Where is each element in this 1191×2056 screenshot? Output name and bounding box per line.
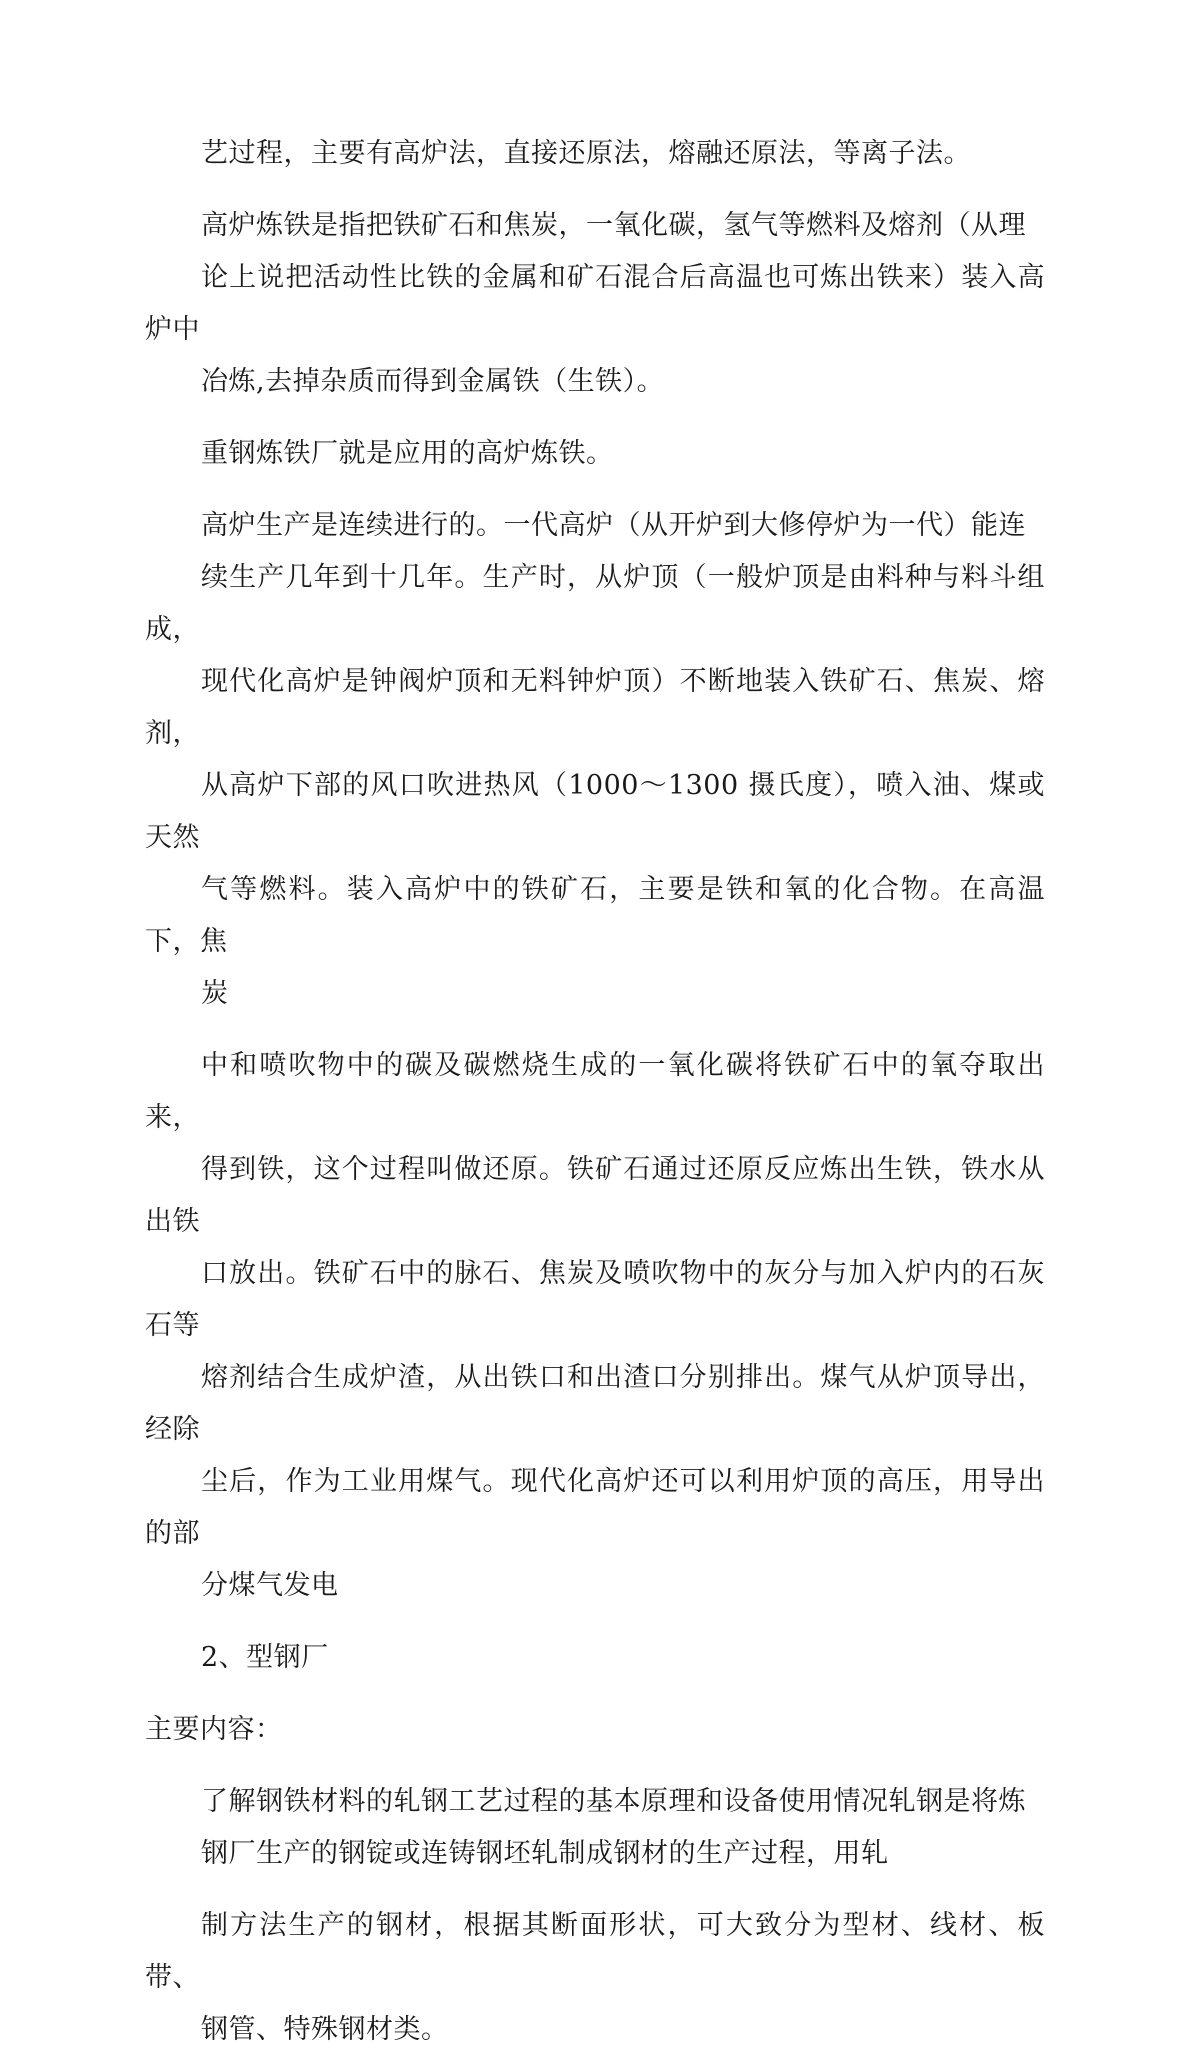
text-line: 熔剂结合生成炉渣，从出铁口和出渣口分别排出。煤气从炉顶导出，经除 xyxy=(145,1362,1045,1445)
document-body xyxy=(145,128,1045,2056)
paragraph-steel-product-types xyxy=(145,1900,1045,2056)
paragraph-chongqing-steel xyxy=(145,428,1045,480)
text-line: 炭 xyxy=(201,978,229,1009)
paragraph-reduction-process xyxy=(145,1040,1045,1612)
text-line: 论上说把活动性比铁的金属和矿石混合后高温也可炼出铁来）装入高炉中 xyxy=(145,262,1045,345)
text-line: 现代化高炉是钟阀炉顶和无料钟炉顶）不断地装入铁矿石、焦炭、熔剂， xyxy=(145,666,1045,749)
label-main-content xyxy=(145,1704,1045,1756)
text-line: 中和喷吹物中的碳及碳燃烧生成的一氧化碳将铁矿石中的氧夺取出来， xyxy=(145,1050,1045,1133)
text-line: 钢管、特殊钢材类。 xyxy=(201,2014,449,2045)
text-line: 主要内容： xyxy=(145,1714,283,1745)
section-heading-section-steel-plant xyxy=(145,1632,1045,1684)
text-line: 续生产几年到十几年。生产时，从炉顶（一般炉顶是由料种与料斗组成， xyxy=(145,562,1045,645)
text-line: 制方法生产的钢材，根据其断面形状，可大致分为型材、线材、板带、 xyxy=(145,1910,1045,1993)
text-line: 2、型钢厂 xyxy=(201,1642,329,1673)
text-line: 高炉生产是连续进行的。一代高炉（从开炉到大修停炉为一代）能连 xyxy=(201,510,1026,541)
text-line: 从高炉下部的风口吹进热风（1000～1300 摄氏度），喷入油、煤或天然 xyxy=(145,770,1045,853)
paragraph-blast-furnace-definition xyxy=(145,200,1045,408)
text-line: 得到铁，这个过程叫做还原。铁矿石通过还原反应炼出生铁，铁水从出铁 xyxy=(145,1154,1045,1237)
text-line: 艺过程，主要有高炉法，直接还原法，熔融还原法，等离子法。 xyxy=(201,138,971,169)
text-line: 高炉炼铁是指把铁矿石和焦炭，一氧化碳，氢气等燃料及熔剂（从理 xyxy=(201,210,1026,241)
text-line: 钢厂生产的钢锭或连铸钢坯轧制成钢材的生产过程，用轧 xyxy=(201,1838,889,1869)
paragraph-ironmaking-methods xyxy=(145,128,1045,180)
text-line: 口放出。铁矿石中的脉石、焦炭及喷吹物中的灰分与加入炉内的石灰石等 xyxy=(145,1258,1045,1341)
text-line: 冶炼,去掉杂质而得到金属铁（生铁）。 xyxy=(201,366,665,397)
paragraph-rolling-overview xyxy=(145,1776,1045,1880)
text-line: 了解钢铁材料的轧钢工艺过程的基本原理和设备使用情况轧钢是将炼 xyxy=(201,1786,1026,1817)
paragraph-blast-furnace-production xyxy=(145,500,1045,1020)
text-line: 分煤气发电 xyxy=(201,1570,339,1601)
text-line: 气等燃料。装入高炉中的铁矿石，主要是铁和氧的化合物。在高温下，焦 xyxy=(145,874,1045,957)
text-line: 尘后，作为工业用煤气。现代化高炉还可以利用炉顶的高压，用导出的部 xyxy=(145,1466,1045,1549)
text-line: 重钢炼铁厂就是应用的高炉炼铁。 xyxy=(201,438,614,469)
